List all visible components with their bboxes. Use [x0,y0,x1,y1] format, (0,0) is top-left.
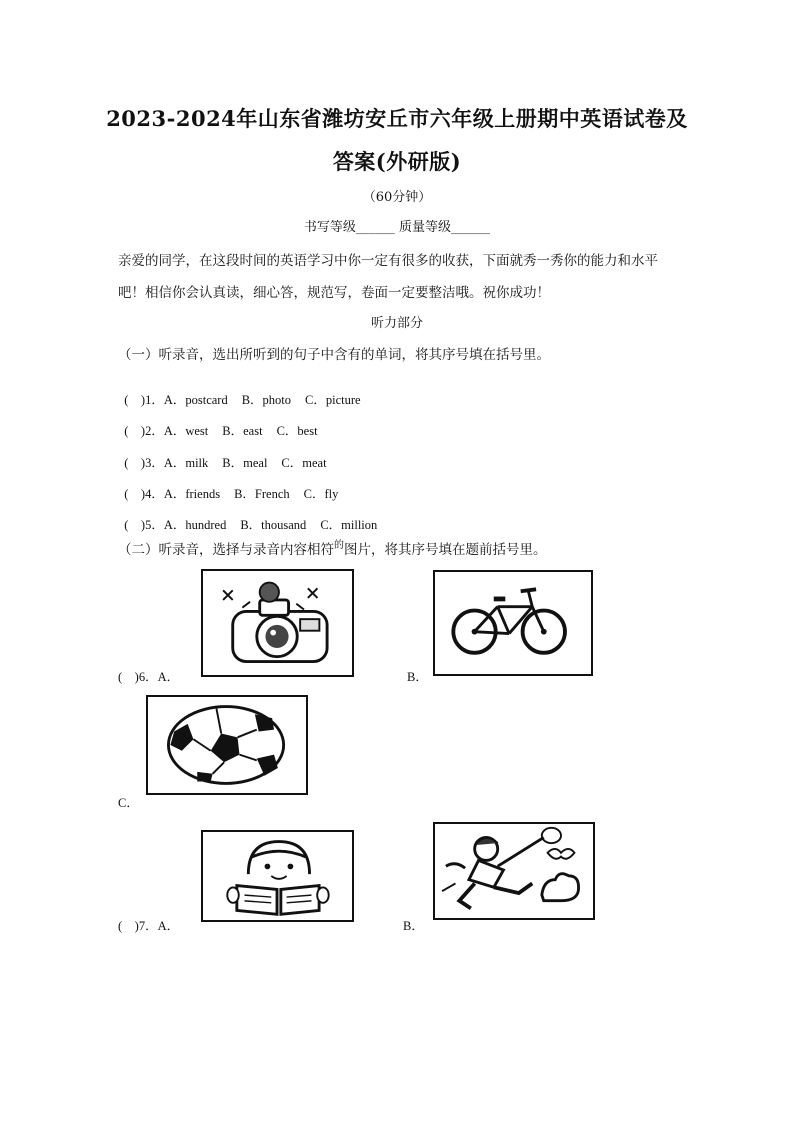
option-b: B．photo [241,393,292,407]
option-a: A．milk [163,456,209,470]
question-7-label: ( )7．A． [118,919,180,933]
question-7-option-b-label: B． [403,919,424,933]
camera-icon [203,571,352,675]
intro-line2: 吧！相信你会认真读，细心答，规范写，卷面一定要整洁哦。祝你成功！ [118,285,550,301]
boy-reading-icon [203,832,352,920]
option-a: A．postcard [163,393,228,407]
part2-heading [118,538,547,558]
question-1 [118,375,375,408]
option-c: C．fly [303,487,339,501]
question-prefix: ( )2． [124,424,164,438]
part1-heading: （一）听录音，选出所听到的句子中含有的单词，将其序号填在括号里。 [118,347,550,363]
boy-reading-image [201,830,354,922]
option-b: B．east [222,424,263,438]
option-a: A．hundred [163,518,227,532]
boy-butterfly-image [433,822,595,920]
option-a: A．west [163,424,209,438]
grades-line: 书写等级______ 质量等级______ [303,220,491,235]
boy-catching-butterfly-icon [435,824,593,918]
question-6-option-b-label: B． [407,670,428,684]
option-c: C．picture [305,393,361,407]
part2-heading-b: 图片，将其序号填在题前括号里。 [344,542,547,558]
bicycle-icon [435,572,591,674]
duration: （60分钟） [362,190,432,205]
question-6-option-c-label: C． [118,796,139,810]
question-prefix: ( )1． [124,393,164,407]
question-prefix: ( )4． [124,487,164,501]
bicycle-image [433,570,593,676]
part2-heading-a: （二）听录音，选择与录音内容相符 [118,542,334,558]
option-c: C．meat [281,456,327,470]
question-prefix: ( )5． [124,518,164,532]
football-icon [148,697,306,793]
section-title: 听力部分 [370,316,423,331]
intro-line1: 亲爱的同学，在这段时间的英语学习中你一定有很多的收获，下面就秀一秀你的能力和水平 [118,253,658,269]
option-c: C．million [320,518,378,532]
option-b: B．French [234,487,290,501]
page-title-line1: 2023-2024年山东省潍坊安丘市六年级上册期中英语试卷及 [106,106,688,131]
question-3 [118,438,341,471]
question-2 [118,406,332,439]
option-b: B．thousand [240,518,307,532]
option-b: B．meal [222,456,268,470]
question-4 [118,469,352,502]
question-5 [118,500,391,533]
part2-heading-sup: 的 [334,540,344,551]
page-title-line2: 答案(外研版) [332,149,462,174]
question-prefix: ( )3． [124,456,164,470]
camera-image [201,569,354,677]
option-a: A．friends [163,487,221,501]
question-6-label: ( )6．A． [118,670,180,684]
football-image [146,695,308,795]
option-c: C．best [276,424,318,438]
